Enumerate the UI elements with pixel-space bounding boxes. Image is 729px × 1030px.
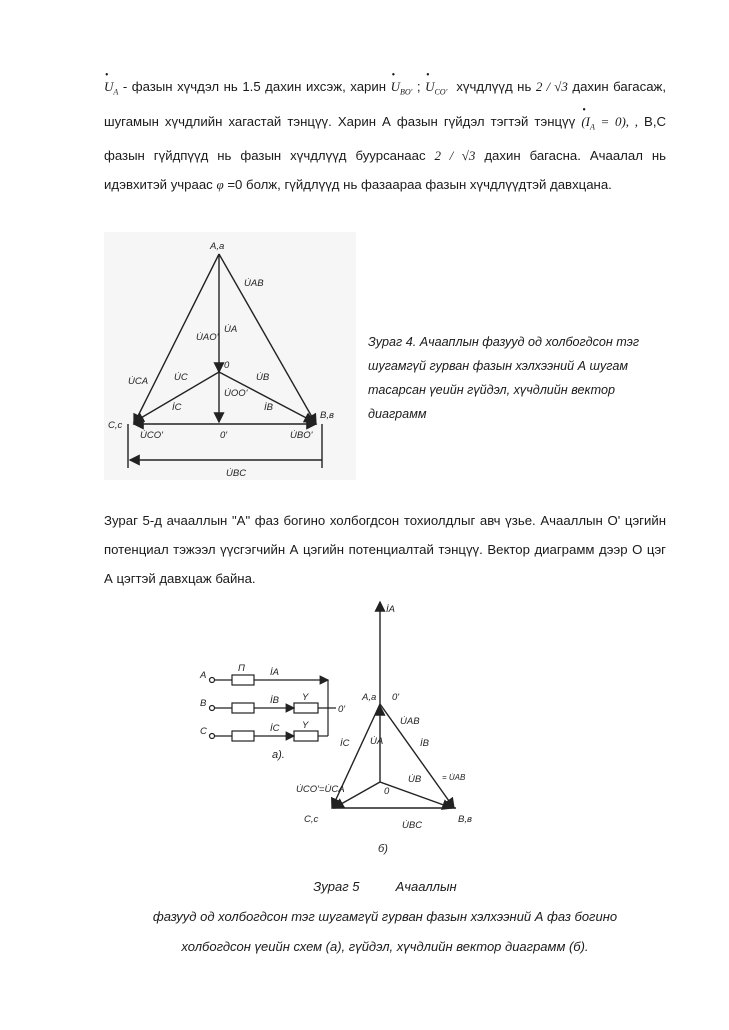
terminal-c [210,734,215,739]
terminal-b [210,706,215,711]
ratio-symbol: 2 / √3 [535,79,568,94]
fig4-label-ub: U̇B [256,372,270,383]
ia-expression: • $(I_A = 0)$, , [581,114,638,129]
uco-symbol: • $U_{CO'}$ [425,72,447,107]
fig4-label-uc: U̇C [174,372,188,383]
svg-text:İC: İC [340,738,350,749]
figure-5b-vector-diagram [296,596,526,860]
svg-text:U̇B: U̇B [408,774,422,785]
svg-text:İB: İB [420,738,429,749]
svg-text:İB: İB [270,695,279,706]
fig4-label-uao: U̇AO' [196,332,219,343]
fig4-label-ua: U̇A [224,324,238,335]
svg-text:U̇A: U̇A [370,736,384,747]
svg-text:= U̇AB: = U̇AB [442,773,466,782]
svg-text:A,a: A,a [362,692,377,703]
fig4-label-ib: İB [264,402,273,413]
terminal-a [210,678,215,683]
ratio-symbol-2: 2 / √3 [434,148,476,164]
fig4-label-right: B,в [320,410,334,421]
svg-text:0': 0' [392,692,400,703]
svg-text:Y: Y [302,692,309,703]
figure-4-background [104,232,356,480]
svg-text:İA: İA [270,667,279,678]
figure-4-caption: Зураг 4. Ачааплын фазууд од холбогдсон тэг шугамгүй гурван фазын хэлхээний А шугам тасарсан үеийн гүйдэл, хүчдлийн вектор диаграмм [368,335,640,421]
svg-text:Y: Y [302,720,309,731]
vector-5b-ub [380,782,452,808]
fig4-label-ubo: U̇BO' [290,430,313,441]
phi-symbol: φ [216,177,224,193]
fig4-label-bottom-mid: 0' [220,430,228,441]
svg-text:B: B [200,698,207,709]
figure-4-vector-diagram [104,232,356,480]
fig4-label-uab: U̇AB [244,278,264,289]
fig4-label-uco: U̇CO' [140,430,163,441]
svg-text:İC: İC [270,723,280,734]
fig4-label-top: A,a [210,241,225,252]
fig4-label-uca: U̇CA [128,376,149,387]
svg-text:U̇AB: U̇AB [400,716,420,727]
svg-text:C,c: C,c [304,814,319,825]
short-circuit-paragraph: Зураг 5-д ачааллын "А" фаз богино холбогдсон тохиолдлыг авч үзье. Ачааллын О' цэгийн потенциал тэжээл үүсгэгчийн А цэгийн потенциалтай тэнцүү. Вектор диаграмм дээр О цэг А цэгтэй давхцаж байна. [104,513,666,586]
fig4-label-left: C,c [108,420,123,431]
fig4-label-ic: İC [172,402,182,413]
svg-text:A: A [200,670,207,681]
svg-text:B,в: B,в [458,814,472,825]
svg-text:б): б) [378,843,388,855]
svg-text:0: 0 [384,786,390,797]
short-element [232,675,254,685]
svg-text:U̇BC: U̇BC [402,820,423,831]
svg-text:C: C [200,726,207,737]
intro-paragraph: • $U_A$ - фазын хүчдэл нь 1.5 дахин ихсэж, харин • $U_{BO'}$ ; • $U_{CO'}$ хүчдлүүд нь 2 / √3 дахин багасаж, шугамын хүчдлийн хагастай тэнцүү. Харин А фазын гүйдэл тэгтэй тэнцүү • $(I_A = 0)$, , В,С фазын гүйдпүүд нь фазын хүчдлүүд буурсанаас 2 / √3 дахин багасна. Ачаалал нь идэвхитэй учраас φ =0 болж, гүйдлүүд нь фазаараа фазын хүчдлүүдтэй давхцана. [104,72,666,199]
ua-symbol: • $U_A$ [104,72,118,107]
fig4-label-ubc: U̇BC [226,468,247,479]
svg-text:0': 0' [338,704,346,715]
fig4-label-center: 0 [224,360,230,371]
ubo-symbol: • $U_{BO'}$ [391,72,413,107]
svg-text:a).: a). [272,749,285,761]
fig4-label-uoo: U̇OO' [224,388,248,399]
svg-text:U̇CO'=U̇CA: U̇CO'=U̇CA [296,784,345,795]
svg-text:П: П [238,663,245,674]
figure-5-caption: Зураг 5 Ачааллын фазууд од холбогдсон тэг шугамгүй гурван фазын хэлхээний А фаз богино холбогдсон үеийн схем (а), гүйдэл, хүчдлийн вектор диаграмм (б). [152,879,618,954]
svg-text:İA: İA [386,604,395,615]
